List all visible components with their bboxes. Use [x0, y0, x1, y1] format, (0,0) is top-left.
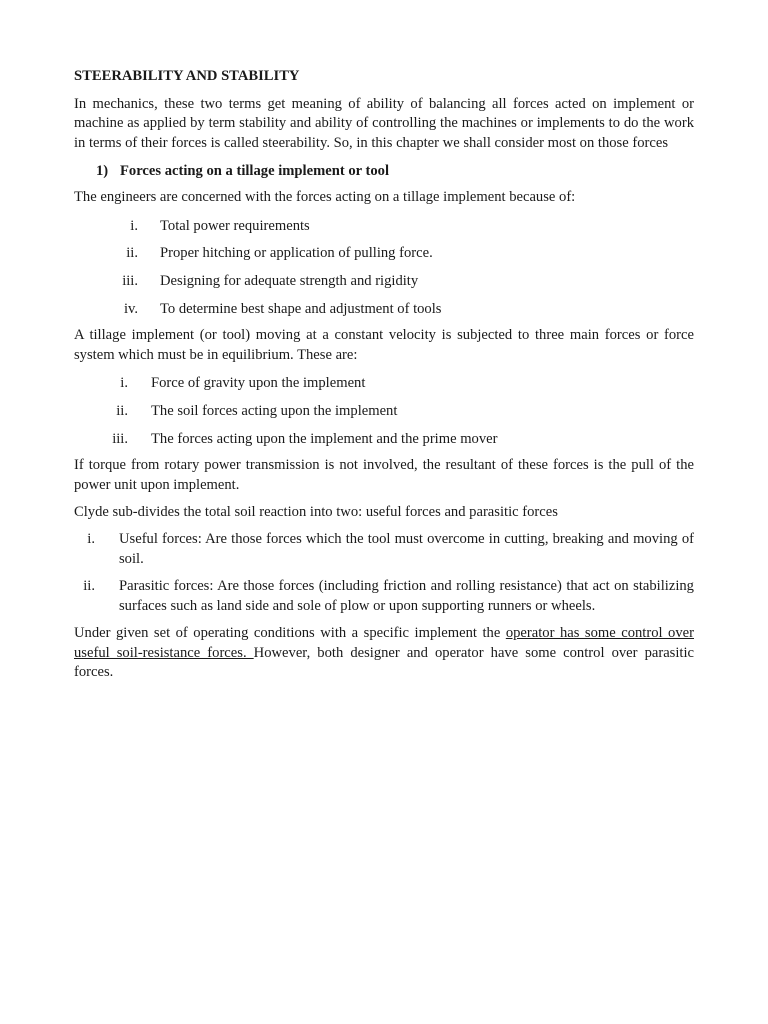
- list-text: Designing for adequate strength and rigidity: [160, 273, 419, 289]
- intro-paragraph: In mechanics, these two terms get meaning of ability of balancing all forces acted on implement or machine as applied by term stability and ability of controlling the machines or implements to do the work in terms of their forces is called steerability. So, in this chapter we shall consider most on those forces: [74, 96, 694, 151]
- list-marker: ii.: [116, 402, 128, 419]
- document-title: STEERABILITY AND STABILITY: [74, 68, 300, 84]
- list-text: Force of gravity upon the implement: [151, 375, 366, 392]
- forces-list: [74, 373, 694, 448]
- forces-intro-paragraph: A tillage implement (or tool) moving at a constant velocity is subjected to three main forces or force system which must be in equilibrium. These are:: [74, 327, 694, 363]
- list-marker: i.: [120, 375, 128, 392]
- list-marker: i.: [87, 531, 95, 548]
- section-title: Forces acting on a tillage implement or tool: [120, 163, 389, 180]
- term-definition: Are those forces which the tool must overcome in cutting, breaking and moving of soil.: [119, 531, 694, 567]
- list-item: [74, 216, 694, 236]
- document-page: [74, 66, 694, 690]
- list-marker: i.: [130, 217, 138, 234]
- list-marker: iii.: [122, 273, 138, 289]
- clyde-paragraph: Clyde sub-divides the total soil reaction into two: useful forces and parasitic forces: [74, 504, 558, 521]
- term-separator: :: [209, 578, 218, 595]
- list-marker: iii.: [112, 430, 128, 447]
- term-definition: Are those forces (including friction and rolling resistance) that act on stabilizing surfaces such as land side and sole of plow or upon supporting runners or wheels.: [119, 578, 694, 614]
- list-item: [74, 299, 694, 319]
- concern-intro-paragraph: The engineers are concerned with the forces acting on a tillage implement because of:: [74, 189, 576, 206]
- list-text: The soil forces acting upon the implement: [151, 402, 398, 419]
- list-item: [74, 530, 694, 569]
- torque-paragraph: If torque from rotary power transmission is not involved, the resultant of these forces is the pull of the power unit upon implement.: [74, 457, 694, 493]
- list-item: [74, 271, 694, 291]
- list-marker: ii.: [83, 578, 95, 595]
- underlined-text: operator has some control over useful soil-resistance forces.: [74, 625, 694, 661]
- list-item: [74, 373, 694, 393]
- section-number: 1): [96, 163, 109, 180]
- term-separator: :: [197, 531, 206, 548]
- list-text: [119, 577, 694, 616]
- list-marker: iv.: [123, 300, 138, 317]
- list-text: Proper hitching or application of pulling force.: [160, 245, 433, 262]
- list-item: [74, 243, 694, 263]
- list-text: Total power requirements: [160, 217, 310, 234]
- concern-list: [74, 216, 694, 319]
- list-marker: ii.: [126, 245, 138, 262]
- list-text: The forces acting upon the implement and the prime mover: [151, 430, 498, 447]
- final-text-after: However, both designer and operator have some control over parasitic forces.: [74, 644, 695, 680]
- list-text: To determine best shape and adjustment of tools: [160, 300, 442, 317]
- final-paragraph: [74, 624, 694, 682]
- list-item: [74, 577, 694, 616]
- term-label: Parasitic forces: [119, 578, 210, 595]
- list-item: [74, 401, 694, 421]
- term-label: Useful forces: [119, 531, 198, 548]
- soil-reaction-list: [74, 530, 694, 616]
- list-item: [74, 429, 694, 449]
- section-heading: [74, 161, 694, 181]
- final-text-before: Under given set of operating conditions with a specific implement the: [74, 625, 506, 642]
- list-text: [119, 530, 694, 569]
